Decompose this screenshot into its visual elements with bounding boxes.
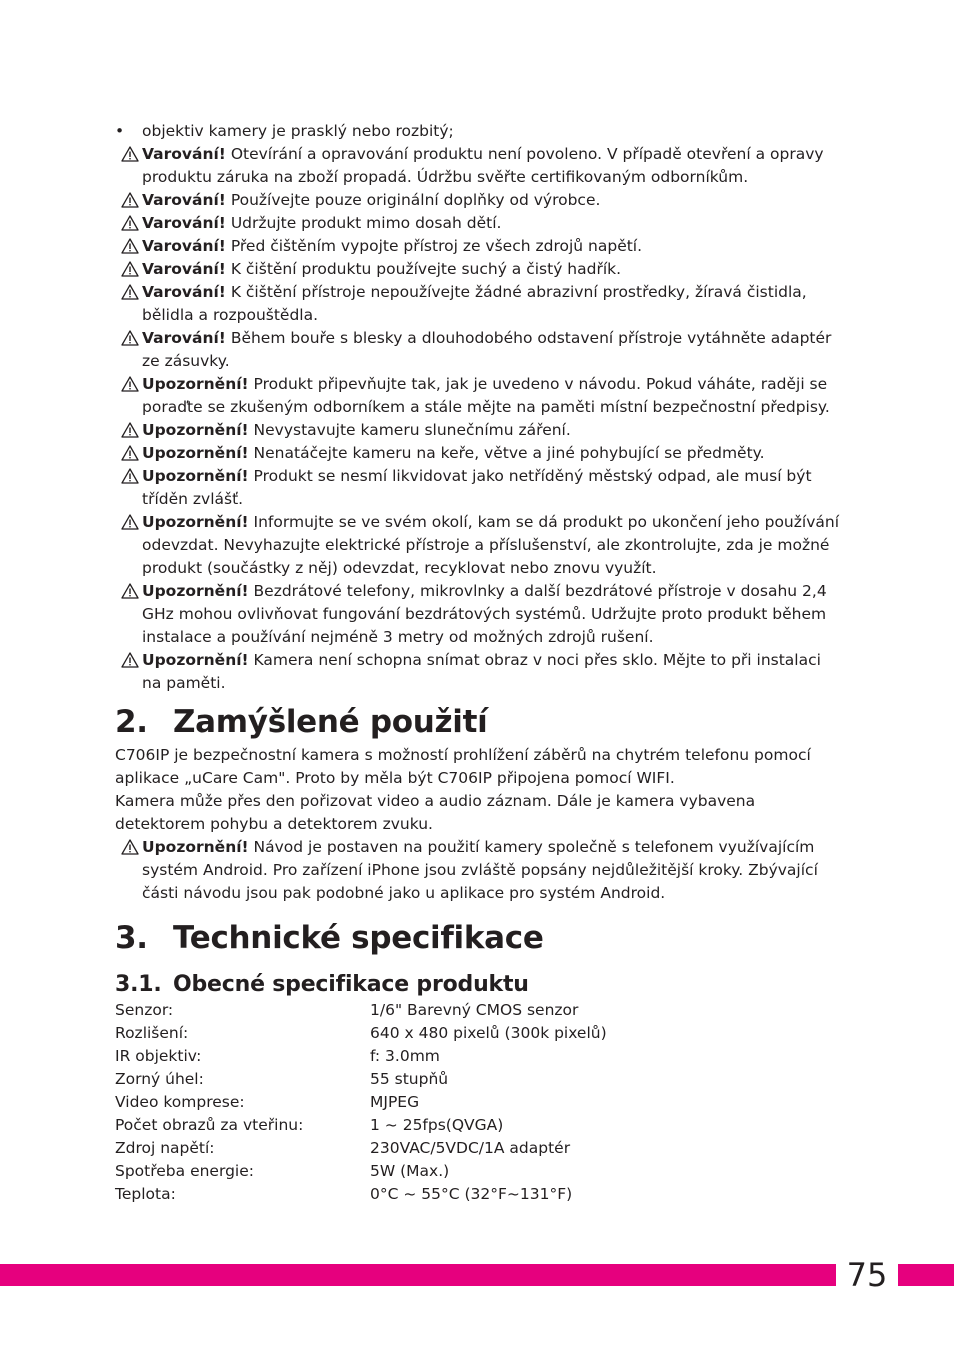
warning-triangle-icon xyxy=(121,238,139,254)
warning-item xyxy=(115,235,840,258)
warning-item xyxy=(115,212,840,235)
warning-item xyxy=(115,143,840,189)
warning-triangle-icon xyxy=(121,422,139,438)
spec-row xyxy=(115,1022,840,1045)
list-item xyxy=(115,120,840,143)
warning-triangle-icon xyxy=(121,514,139,530)
warning-label: Varování! xyxy=(142,283,226,301)
section-title: Zamýšlené použití xyxy=(173,704,488,740)
footer-bar xyxy=(0,1264,954,1286)
warning-label: Upozornění! xyxy=(142,582,249,600)
spec-key: Spotřeba energie: xyxy=(115,1162,254,1180)
spec-key: Senzor: xyxy=(115,1001,174,1019)
spec-key: Video komprese: xyxy=(115,1093,245,1111)
warning-label: Varování! xyxy=(142,214,226,232)
warning-text: Nevystavujte kameru slunečnímu záření. xyxy=(248,421,571,439)
spec-row xyxy=(115,1137,840,1160)
warning-triangle-icon xyxy=(121,146,139,162)
spec-row xyxy=(115,1160,840,1183)
spec-key: Zdroj napětí: xyxy=(115,1139,215,1157)
warning-label: Upozornění! xyxy=(142,651,249,669)
section-2-heading xyxy=(115,703,840,741)
warning-item xyxy=(115,373,840,419)
warning-triangle-icon xyxy=(121,583,139,599)
spec-value: 1 ~ 25fps(QVGA) xyxy=(370,1116,504,1134)
warning-triangle-icon xyxy=(121,215,139,231)
spec-row xyxy=(115,1091,840,1114)
page-content xyxy=(115,120,840,1206)
warning-triangle-icon xyxy=(121,192,139,208)
warning-text: Používejte pouze originální doplňky od výrobce. xyxy=(225,191,601,209)
warnings-list xyxy=(115,143,840,695)
spec-key: Rozlišení: xyxy=(115,1024,189,1042)
warning-label: Varování! xyxy=(142,191,226,209)
spec-value: 1/6" Barevný CMOS senzor xyxy=(370,1001,579,1019)
spec-row xyxy=(115,1068,840,1091)
spec-row xyxy=(115,1114,840,1137)
spec-value: MJPEG xyxy=(370,1093,420,1111)
warning-text: Během bouře s blesky a dlouhodobého odstavení přístroje vytáhněte adaptér ze zásuvky. xyxy=(142,329,832,370)
spec-row xyxy=(115,1183,840,1206)
warning-text: Produkt připevňujte tak, jak je uvedeno v návodu. Pokud váháte, raději se poraďte se zkušeným odborníkem a stále mějte na paměti místní bezpečnostní předpisy. xyxy=(142,375,830,416)
section-title: Technické specifikace xyxy=(173,920,544,956)
warning-text: Bezdrátové telefony, mikrovlnky a další bezdrátové přístroje v dosahu 2,4 GHz mohou ovlivňovat fungování bezdrátových systémů. Udržujte proto produkt během instalace a používání nejméně 3 metry od možných zdrojů rušení. xyxy=(142,582,827,646)
subsection-number: 3.1. xyxy=(115,972,162,997)
section-2-paragraph-1: C706IP je bezpečnostní kamera s možností prohlížení záběrů na chytrém telefonu pomocí aplikace „uCare Cam". Proto by měla být C706IP připojena pomocí WIFI. xyxy=(115,746,811,787)
warning-item xyxy=(115,836,840,905)
warning-item xyxy=(115,649,840,695)
warning-item xyxy=(115,258,840,281)
section-3-heading xyxy=(115,919,840,957)
warning-item xyxy=(115,419,840,442)
warning-text: Nenatáčejte kameru na keře, větve a jiné pohybující se předměty. xyxy=(248,444,765,462)
warning-item xyxy=(115,327,840,373)
warning-text: Kamera není schopna snímat obraz v noci přes sklo. Mějte to při instalaci na paměti. xyxy=(142,651,821,692)
spec-value: 0°C ~ 55°C (32°F~131°F) xyxy=(370,1185,573,1203)
warning-triangle-icon xyxy=(121,468,139,484)
spec-key: Počet obrazů za vteřinu: xyxy=(115,1116,304,1134)
subsection-title: Obecné specifikace produktu xyxy=(173,972,529,997)
warning-label: Upozornění! xyxy=(142,467,249,485)
spec-row xyxy=(115,999,840,1022)
spec-key: IR objektiv: xyxy=(115,1047,202,1065)
warning-label: Varování! xyxy=(142,260,226,278)
bullet-marker: • xyxy=(115,122,125,140)
warning-text: K čištění přístroje nepoužívejte žádné abrazivní prostředky, žíravá čistidla, bělidla a rozpouštědla. xyxy=(142,283,807,324)
spec-key: Teplota: xyxy=(115,1185,176,1203)
warning-item xyxy=(115,580,840,649)
warning-item xyxy=(115,281,840,327)
warning-label: Upozornění! xyxy=(142,444,249,462)
warning-text: Před čištěním vypojte přístroj ze všech zdrojů napětí. xyxy=(225,237,643,255)
warning-triangle-icon xyxy=(121,261,139,277)
warning-label: Upozornění! xyxy=(142,421,249,439)
warning-triangle-icon xyxy=(121,284,139,300)
warning-text: Produkt se nesmí likvidovat jako netříděný městský odpad, ale musí být tříděn zvlášť. xyxy=(142,467,812,508)
warning-text: Otevírání a opravování produktu není povoleno. V případě otevření a opravy produktu záruka na zboží propadá. Údržbu svěřte certifikovaným odborníkům. xyxy=(142,145,824,186)
section-number: 3. xyxy=(115,920,148,956)
bullet-text: objektiv kamery je prasklý nebo rozbitý; xyxy=(142,122,454,140)
warning-label: Varování! xyxy=(142,237,226,255)
warning-text: Informujte se ve svém okolí, kam se dá produkt po ukončení jeho používání odevzdat. Nevyhazujte elektrické přístroje a příslušenství, ale zkontrolujte, zda je možné produkt (součástky z něj) odevzdat, recyklovat nebo znovu využít. xyxy=(142,513,839,577)
warning-label: Upozornění! xyxy=(142,375,249,393)
warning-triangle-icon xyxy=(121,330,139,346)
spec-value: 5W (Max.) xyxy=(370,1162,450,1180)
warning-triangle-icon xyxy=(121,445,139,461)
warning-label: Upozornění! xyxy=(142,838,249,856)
spec-value: 230VAC/5VDC/1A adaptér xyxy=(370,1139,571,1157)
warning-label: Varování! xyxy=(142,145,226,163)
warning-item xyxy=(115,465,840,511)
spec-key: Zorný úhel: xyxy=(115,1070,204,1088)
subsection-3-1-heading xyxy=(115,971,840,999)
warning-item xyxy=(115,189,840,212)
warning-triangle-icon xyxy=(121,376,139,392)
spec-value: 55 stupňů xyxy=(370,1070,449,1088)
section-2-paragraph-2: Kamera může přes den pořizovat video a audio záznam. Dále je kamera vybavena detektorem pohybu a detektorem zvuku. xyxy=(115,792,756,833)
warning-label: Upozornění! xyxy=(142,513,249,531)
warning-label: Varování! xyxy=(142,329,226,347)
warning-text: K čištění produktu používejte suchý a čistý hadřík. xyxy=(225,260,622,278)
spec-row xyxy=(115,1045,840,1068)
page-number: 75 xyxy=(836,1255,898,1295)
warning-text: Návod je postaven na použití kamery společně s telefonem využívajícím systém Android. Pro zařízení iPhone jsou zvláště popsány nejdůležitější kroky. Zbývající části návodu jsou pak podobné jako u aplikace pro systém Android. xyxy=(142,838,818,902)
warning-item xyxy=(115,511,840,580)
warning-item xyxy=(115,442,840,465)
warning-triangle-icon xyxy=(121,839,139,855)
spec-value: 640 x 480 pixelů (300k pixelů) xyxy=(370,1024,607,1042)
spec-table xyxy=(115,999,840,1206)
warning-text: Udržujte produkt mimo dosah dětí. xyxy=(225,214,502,232)
spec-value: f: 3.0mm xyxy=(370,1047,440,1065)
section-number: 2. xyxy=(115,704,148,740)
warning-triangle-icon xyxy=(121,652,139,668)
